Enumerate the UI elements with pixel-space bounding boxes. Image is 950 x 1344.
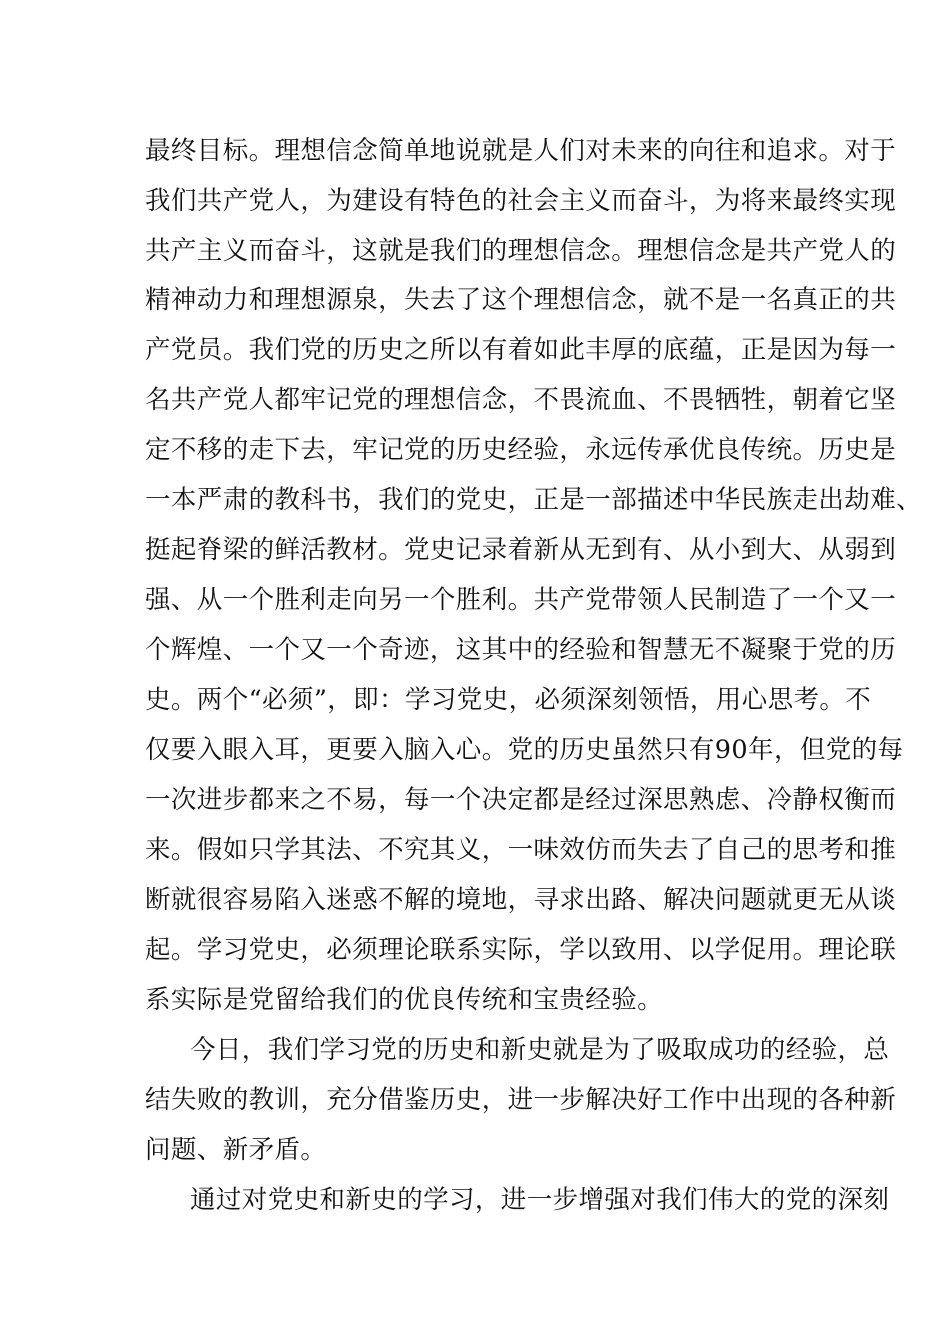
text-line: 仅要入眼入耳，更要入脑入心。党的历史虽然只有90年，但党的每	[145, 735, 904, 765]
text-line: 精神动力和理想源泉，失去了这个理想信念，就不是一名真正的共	[145, 285, 897, 315]
text-line: 名共产党人都牢记党的理想信念，不畏流血、不畏牺牲，朝着它坚	[145, 385, 897, 415]
text-line: 我们共产党人，为建设有特色的社会主义而奋斗，为将来最终实现	[145, 186, 897, 216]
text-line: 定不移的走下去，牢记党的历史经验，永远传承优良传统。历史是	[145, 435, 897, 465]
text-line: 问题、新矛盾。	[145, 1135, 327, 1165]
text-line: 产党员。我们党的历史之所以有着如此丰厚的底蕴，正是因为每一	[145, 335, 897, 365]
text-line: 断就很容易陷入迷惑不解的境地，寻求出路、解决问题就更无从谈	[145, 885, 897, 915]
text-line: 今日，我们学习党的历史和新史就是为了吸取成功的经验，总	[190, 1035, 890, 1065]
text-line: 系实际是党留给我们的优良传统和宝贵经验。	[145, 985, 664, 1015]
text-line: 一次进步都来之不易，每一个决定都是经过深思熟虑、冷静权衡而	[145, 785, 897, 815]
text-line: 挺起脊梁的鲜活教材。党史记录着新从无到有、从小到大、从弱到	[145, 535, 897, 565]
text-line: 起。学习党史，必须理论联系实际，学以致用、以学促用。理论联	[145, 935, 897, 965]
text-line: 强、从一个胜利走向另一个胜利。共产党带领人民制造了一个又一	[145, 585, 897, 615]
text-line: 个辉煌、一个又一个奇迹，这其中的经验和智慧无不凝聚于党的历	[145, 635, 897, 665]
text-line: 最终目标。理想信念简单地说就是人们对未来的向往和追求。对于	[145, 136, 897, 166]
text-line: 结失败的教训，充分借鉴历史，进一步解决好工作中出现的各种新	[145, 1085, 897, 1115]
text-line: 共产主义而奋斗，这就是我们的理想信念。理想信念是共产党人的	[145, 236, 897, 266]
text-line: 一本严肃的教科书，我们的党史，正是一部描述中华民族走出劫难、	[145, 485, 923, 515]
text-line: 通过对党史和新史的学习，进一步增强对我们伟大的党的深刻	[190, 1185, 890, 1215]
text-line: 史。两个“必须”，即：学习党史，必须深刻领悟，用心思考。不	[145, 685, 872, 715]
text-line: 来。假如只学其法、不究其义，一味效仿而失去了自己的思考和推	[145, 835, 897, 865]
